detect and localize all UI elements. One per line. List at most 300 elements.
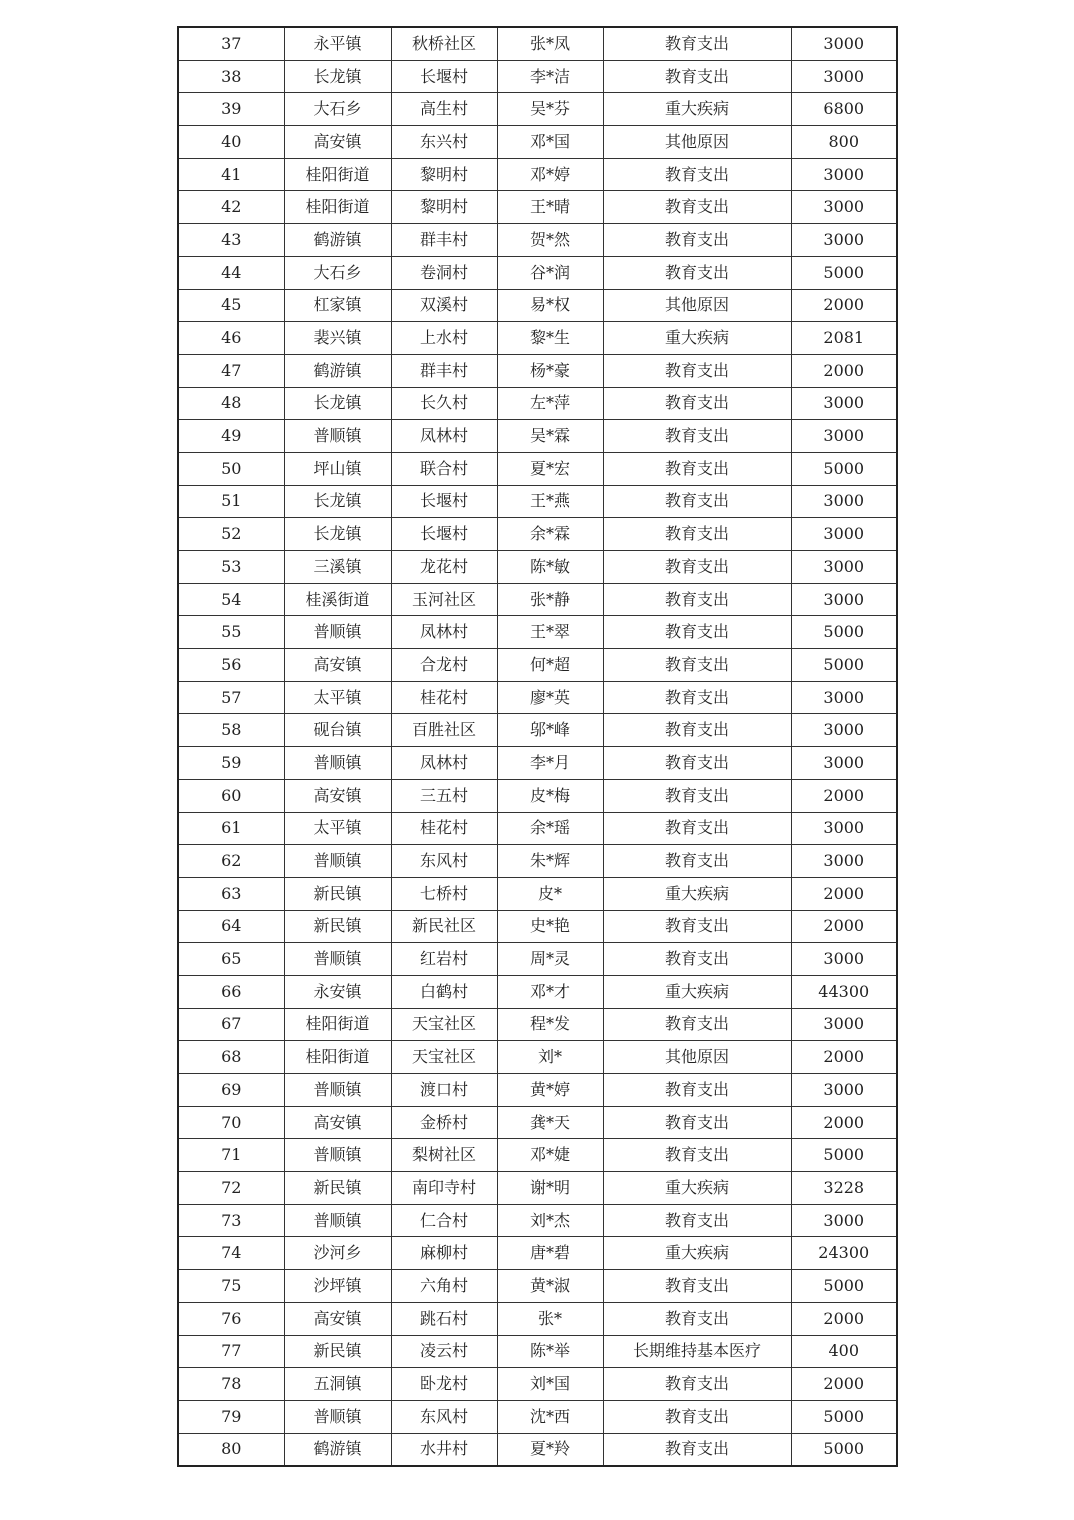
- row-number-cell: 71: [178, 1139, 284, 1172]
- village-cell: 长久村: [391, 387, 497, 420]
- table-row: [178, 27, 897, 60]
- amount-cell: 5000: [791, 1270, 897, 1303]
- town-cell: 桂阳街道: [284, 1008, 391, 1041]
- village-cell: 新民社区: [391, 910, 497, 943]
- row-number-cell: 65: [178, 943, 284, 976]
- row-number-cell: 57: [178, 681, 284, 714]
- table-row: [178, 126, 897, 159]
- name-cell: 龚*天: [497, 1106, 603, 1139]
- name-cell: 刘*杰: [497, 1204, 603, 1237]
- amount-cell: 5000: [791, 649, 897, 682]
- table-row: [178, 1270, 897, 1303]
- row-number-cell: 54: [178, 583, 284, 616]
- row-number-cell: 59: [178, 747, 284, 780]
- table-row: [178, 681, 897, 714]
- name-cell: 夏*羚: [497, 1433, 603, 1466]
- name-cell: 黄*淑: [497, 1270, 603, 1303]
- reason-cell: 教育支出: [603, 1106, 791, 1139]
- amount-cell: 3000: [791, 224, 897, 257]
- reason-cell: 教育支出: [603, 518, 791, 551]
- name-cell: 史*艳: [497, 910, 603, 943]
- amount-cell: 3000: [791, 387, 897, 420]
- village-cell: 群丰村: [391, 354, 497, 387]
- table-row: [178, 583, 897, 616]
- row-number-cell: 55: [178, 616, 284, 649]
- amount-cell: 3000: [791, 551, 897, 584]
- name-cell: 夏*宏: [497, 452, 603, 485]
- amount-cell: 5000: [791, 1400, 897, 1433]
- town-cell: 普顺镇: [284, 616, 391, 649]
- reason-cell: 教育支出: [603, 1368, 791, 1401]
- row-number-cell: 72: [178, 1172, 284, 1205]
- name-cell: 杨*豪: [497, 354, 603, 387]
- village-cell: 凌云村: [391, 1335, 497, 1368]
- table-row: [178, 910, 897, 943]
- village-cell: 六角村: [391, 1270, 497, 1303]
- reason-cell: 教育支出: [603, 649, 791, 682]
- amount-cell: 2000: [791, 289, 897, 322]
- village-cell: 跳石村: [391, 1302, 497, 1335]
- row-number-cell: 44: [178, 256, 284, 289]
- village-cell: 联合村: [391, 452, 497, 485]
- town-cell: 新民镇: [284, 910, 391, 943]
- amount-cell: 3228: [791, 1172, 897, 1205]
- amount-cell: 3000: [791, 191, 897, 224]
- row-number-cell: 78: [178, 1368, 284, 1401]
- reason-cell: 其他原因: [603, 1041, 791, 1074]
- reason-cell: 教育支出: [603, 387, 791, 420]
- village-cell: 梨树社区: [391, 1139, 497, 1172]
- town-cell: 五洞镇: [284, 1368, 391, 1401]
- name-cell: 王*翠: [497, 616, 603, 649]
- amount-cell: 5000: [791, 256, 897, 289]
- row-number-cell: 79: [178, 1400, 284, 1433]
- town-cell: 高安镇: [284, 1106, 391, 1139]
- village-cell: 长堰村: [391, 60, 497, 93]
- amount-cell: 2000: [791, 1368, 897, 1401]
- reason-cell: 其他原因: [603, 289, 791, 322]
- table-row: [178, 1139, 897, 1172]
- village-cell: 东风村: [391, 1400, 497, 1433]
- table-row: [178, 452, 897, 485]
- row-number-cell: 40: [178, 126, 284, 159]
- village-cell: 凤林村: [391, 747, 497, 780]
- amount-cell: 2081: [791, 322, 897, 355]
- reason-cell: 教育支出: [603, 191, 791, 224]
- town-cell: 杠家镇: [284, 289, 391, 322]
- village-cell: 仁合村: [391, 1204, 497, 1237]
- reason-cell: 教育支出: [603, 1400, 791, 1433]
- reason-cell: 重大疾病: [603, 93, 791, 126]
- amount-cell: 5000: [791, 1433, 897, 1466]
- town-cell: 普顺镇: [284, 1400, 391, 1433]
- village-cell: 天宝社区: [391, 1041, 497, 1074]
- reason-cell: 教育支出: [603, 779, 791, 812]
- assistance-table: [177, 26, 898, 1467]
- town-cell: 普顺镇: [284, 943, 391, 976]
- name-cell: 皮*梅: [497, 779, 603, 812]
- row-number-cell: 51: [178, 485, 284, 518]
- village-cell: 凤林村: [391, 420, 497, 453]
- table-row: [178, 420, 897, 453]
- village-cell: 合龙村: [391, 649, 497, 682]
- reason-cell: 教育支出: [603, 616, 791, 649]
- reason-cell: 教育支出: [603, 1204, 791, 1237]
- table-row: [178, 943, 897, 976]
- table-row: [178, 812, 897, 845]
- amount-cell: 3000: [791, 812, 897, 845]
- row-number-cell: 61: [178, 812, 284, 845]
- table-row: [178, 1302, 897, 1335]
- village-cell: 三五村: [391, 779, 497, 812]
- table-row: [178, 877, 897, 910]
- amount-cell: 6800: [791, 93, 897, 126]
- amount-cell: 2000: [791, 354, 897, 387]
- row-number-cell: 47: [178, 354, 284, 387]
- town-cell: 永安镇: [284, 975, 391, 1008]
- amount-cell: 3000: [791, 1204, 897, 1237]
- reason-cell: 教育支出: [603, 1008, 791, 1041]
- row-number-cell: 52: [178, 518, 284, 551]
- village-cell: 黎明村: [391, 191, 497, 224]
- village-cell: 桂花村: [391, 681, 497, 714]
- amount-cell: 3000: [791, 420, 897, 453]
- town-cell: 长龙镇: [284, 387, 391, 420]
- town-cell: 太平镇: [284, 681, 391, 714]
- name-cell: 李*洁: [497, 60, 603, 93]
- table-row: [178, 1400, 897, 1433]
- row-number-cell: 76: [178, 1302, 284, 1335]
- row-number-cell: 70: [178, 1106, 284, 1139]
- village-cell: 金桥村: [391, 1106, 497, 1139]
- table-row: [178, 485, 897, 518]
- town-cell: 普顺镇: [284, 420, 391, 453]
- town-cell: 桂阳街道: [284, 1041, 391, 1074]
- reason-cell: 教育支出: [603, 1139, 791, 1172]
- amount-cell: 3000: [791, 681, 897, 714]
- village-cell: 天宝社区: [391, 1008, 497, 1041]
- table-body: [178, 27, 897, 1466]
- table-row: [178, 845, 897, 878]
- reason-cell: 教育支出: [603, 1270, 791, 1303]
- row-number-cell: 64: [178, 910, 284, 943]
- table-row: [178, 289, 897, 322]
- town-cell: 长龙镇: [284, 60, 391, 93]
- table-row: [178, 158, 897, 191]
- village-cell: 南印寺村: [391, 1172, 497, 1205]
- name-cell: 王*晴: [497, 191, 603, 224]
- amount-cell: 3000: [791, 943, 897, 976]
- reason-cell: 教育支出: [603, 485, 791, 518]
- table-row: [178, 779, 897, 812]
- row-number-cell: 43: [178, 224, 284, 257]
- name-cell: 易*权: [497, 289, 603, 322]
- reason-cell: 教育支出: [603, 27, 791, 60]
- amount-cell: 3000: [791, 518, 897, 551]
- name-cell: 邓*婕: [497, 1139, 603, 1172]
- village-cell: 七桥村: [391, 877, 497, 910]
- town-cell: 普顺镇: [284, 845, 391, 878]
- reason-cell: 教育支出: [603, 583, 791, 616]
- village-cell: 龙花村: [391, 551, 497, 584]
- table-row: [178, 1008, 897, 1041]
- name-cell: 张*静: [497, 583, 603, 616]
- amount-cell: 800: [791, 126, 897, 159]
- amount-cell: 2000: [791, 779, 897, 812]
- name-cell: 余*霖: [497, 518, 603, 551]
- table-row: [178, 1172, 897, 1205]
- amount-cell: 3000: [791, 845, 897, 878]
- reason-cell: 教育支出: [603, 420, 791, 453]
- name-cell: 邓*婷: [497, 158, 603, 191]
- reason-cell: 其他原因: [603, 126, 791, 159]
- name-cell: 余*瑶: [497, 812, 603, 845]
- row-number-cell: 53: [178, 551, 284, 584]
- reason-cell: 教育支出: [603, 452, 791, 485]
- town-cell: 大石乡: [284, 93, 391, 126]
- village-cell: 玉河社区: [391, 583, 497, 616]
- amount-cell: 3000: [791, 158, 897, 191]
- row-number-cell: 63: [178, 877, 284, 910]
- reason-cell: 教育支出: [603, 158, 791, 191]
- name-cell: 周*灵: [497, 943, 603, 976]
- table-row: [178, 354, 897, 387]
- amount-cell: 5000: [791, 452, 897, 485]
- name-cell: 李*月: [497, 747, 603, 780]
- village-cell: 群丰村: [391, 224, 497, 257]
- amount-cell: 3000: [791, 1008, 897, 1041]
- name-cell: 朱*辉: [497, 845, 603, 878]
- table-row: [178, 1074, 897, 1107]
- table-row: [178, 60, 897, 93]
- row-number-cell: 49: [178, 420, 284, 453]
- village-cell: 麻柳村: [391, 1237, 497, 1270]
- reason-cell: 教育支出: [603, 60, 791, 93]
- row-number-cell: 80: [178, 1433, 284, 1466]
- row-number-cell: 46: [178, 322, 284, 355]
- town-cell: 裴兴镇: [284, 322, 391, 355]
- table-row: [178, 1335, 897, 1368]
- amount-cell: 3000: [791, 747, 897, 780]
- amount-cell: 2000: [791, 877, 897, 910]
- village-cell: 红岩村: [391, 943, 497, 976]
- row-number-cell: 50: [178, 452, 284, 485]
- village-cell: 渡口村: [391, 1074, 497, 1107]
- row-number-cell: 66: [178, 975, 284, 1008]
- village-cell: 凤林村: [391, 616, 497, 649]
- row-number-cell: 48: [178, 387, 284, 420]
- table-row: [178, 975, 897, 1008]
- name-cell: 邓*国: [497, 126, 603, 159]
- town-cell: 高安镇: [284, 649, 391, 682]
- table-row: [178, 256, 897, 289]
- name-cell: 程*发: [497, 1008, 603, 1041]
- village-cell: 白鹤村: [391, 975, 497, 1008]
- village-cell: 长堰村: [391, 485, 497, 518]
- reason-cell: 重大疾病: [603, 877, 791, 910]
- table-row: [178, 224, 897, 257]
- row-number-cell: 75: [178, 1270, 284, 1303]
- reason-cell: 教育支出: [603, 845, 791, 878]
- reason-cell: 教育支出: [603, 747, 791, 780]
- reason-cell: 教育支出: [603, 1074, 791, 1107]
- reason-cell: 教育支出: [603, 256, 791, 289]
- town-cell: 新民镇: [284, 877, 391, 910]
- table-row: [178, 1204, 897, 1237]
- reason-cell: 重大疾病: [603, 1172, 791, 1205]
- amount-cell: 3000: [791, 60, 897, 93]
- table-row: [178, 616, 897, 649]
- town-cell: 坪山镇: [284, 452, 391, 485]
- name-cell: 陈*敏: [497, 551, 603, 584]
- reason-cell: 重大疾病: [603, 322, 791, 355]
- reason-cell: 教育支出: [603, 681, 791, 714]
- reason-cell: 教育支出: [603, 910, 791, 943]
- row-number-cell: 68: [178, 1041, 284, 1074]
- table-row: [178, 1433, 897, 1466]
- town-cell: 普顺镇: [284, 1204, 391, 1237]
- row-number-cell: 39: [178, 93, 284, 126]
- amount-cell: 3000: [791, 485, 897, 518]
- name-cell: 邓*才: [497, 975, 603, 1008]
- row-number-cell: 58: [178, 714, 284, 747]
- town-cell: 长龙镇: [284, 518, 391, 551]
- town-cell: 高安镇: [284, 779, 391, 812]
- village-cell: 长堰村: [391, 518, 497, 551]
- table-row: [178, 387, 897, 420]
- town-cell: 高安镇: [284, 126, 391, 159]
- name-cell: 刘*: [497, 1041, 603, 1074]
- town-cell: 永平镇: [284, 27, 391, 60]
- reason-cell: 教育支出: [603, 224, 791, 257]
- town-cell: 新民镇: [284, 1172, 391, 1205]
- amount-cell: 24300: [791, 1237, 897, 1270]
- amount-cell: 400: [791, 1335, 897, 1368]
- town-cell: 普顺镇: [284, 1139, 391, 1172]
- name-cell: 黄*婷: [497, 1074, 603, 1107]
- row-number-cell: 37: [178, 27, 284, 60]
- name-cell: 张*凤: [497, 27, 603, 60]
- reason-cell: 重大疾病: [603, 1237, 791, 1270]
- village-cell: 百胜社区: [391, 714, 497, 747]
- reason-cell: 教育支出: [603, 943, 791, 976]
- village-cell: 黎明村: [391, 158, 497, 191]
- amount-cell: 5000: [791, 616, 897, 649]
- table-row: [178, 191, 897, 224]
- village-cell: 卧龙村: [391, 1368, 497, 1401]
- row-number-cell: 56: [178, 649, 284, 682]
- reason-cell: 教育支出: [603, 1433, 791, 1466]
- reason-cell: 教育支出: [603, 714, 791, 747]
- table-row: [178, 747, 897, 780]
- row-number-cell: 38: [178, 60, 284, 93]
- amount-cell: 3000: [791, 583, 897, 616]
- village-cell: 东风村: [391, 845, 497, 878]
- town-cell: 三溪镇: [284, 551, 391, 584]
- name-cell: 张*: [497, 1302, 603, 1335]
- reason-cell: 教育支出: [603, 354, 791, 387]
- name-cell: 刘*国: [497, 1368, 603, 1401]
- row-number-cell: 45: [178, 289, 284, 322]
- amount-cell: 5000: [791, 1139, 897, 1172]
- row-number-cell: 60: [178, 779, 284, 812]
- name-cell: 唐*碧: [497, 1237, 603, 1270]
- town-cell: 普顺镇: [284, 747, 391, 780]
- row-number-cell: 67: [178, 1008, 284, 1041]
- reason-cell: 教育支出: [603, 1302, 791, 1335]
- name-cell: 皮*: [497, 877, 603, 910]
- amount-cell: 2000: [791, 1302, 897, 1335]
- town-cell: 高安镇: [284, 1302, 391, 1335]
- village-cell: 双溪村: [391, 289, 497, 322]
- table-row: [178, 322, 897, 355]
- row-number-cell: 73: [178, 1204, 284, 1237]
- amount-cell: 2000: [791, 1106, 897, 1139]
- name-cell: 王*燕: [497, 485, 603, 518]
- row-number-cell: 41: [178, 158, 284, 191]
- table-row: [178, 649, 897, 682]
- town-cell: 新民镇: [284, 1335, 391, 1368]
- town-cell: 砚台镇: [284, 714, 391, 747]
- name-cell: 左*萍: [497, 387, 603, 420]
- town-cell: 大石乡: [284, 256, 391, 289]
- name-cell: 沈*西: [497, 1400, 603, 1433]
- row-number-cell: 62: [178, 845, 284, 878]
- town-cell: 普顺镇: [284, 1074, 391, 1107]
- amount-cell: 3000: [791, 714, 897, 747]
- reason-cell: 教育支出: [603, 812, 791, 845]
- row-number-cell: 74: [178, 1237, 284, 1270]
- town-cell: 鹤游镇: [284, 354, 391, 387]
- name-cell: 陈*举: [497, 1335, 603, 1368]
- town-cell: 长龙镇: [284, 485, 391, 518]
- village-cell: 东兴村: [391, 126, 497, 159]
- table-row: [178, 1106, 897, 1139]
- village-cell: 秋桥社区: [391, 27, 497, 60]
- name-cell: 吴*芬: [497, 93, 603, 126]
- reason-cell: 教育支出: [603, 551, 791, 584]
- town-cell: 桂阳街道: [284, 158, 391, 191]
- reason-cell: 长期维持基本医疗: [603, 1335, 791, 1368]
- row-number-cell: 77: [178, 1335, 284, 1368]
- amount-cell: 2000: [791, 1041, 897, 1074]
- name-cell: 谢*明: [497, 1172, 603, 1205]
- amount-cell: 44300: [791, 975, 897, 1008]
- amount-cell: 2000: [791, 910, 897, 943]
- name-cell: 邬*峰: [497, 714, 603, 747]
- village-cell: 高生村: [391, 93, 497, 126]
- table-row: [178, 1368, 897, 1401]
- row-number-cell: 42: [178, 191, 284, 224]
- name-cell: 谷*润: [497, 256, 603, 289]
- village-cell: 上水村: [391, 322, 497, 355]
- village-cell: 卷洞村: [391, 256, 497, 289]
- amount-cell: 3000: [791, 1074, 897, 1107]
- table-row: [178, 93, 897, 126]
- name-cell: 廖*英: [497, 681, 603, 714]
- reason-cell: 重大疾病: [603, 975, 791, 1008]
- name-cell: 黎*生: [497, 322, 603, 355]
- village-cell: 水井村: [391, 1433, 497, 1466]
- town-cell: 桂溪街道: [284, 583, 391, 616]
- town-cell: 沙河乡: [284, 1237, 391, 1270]
- row-number-cell: 69: [178, 1074, 284, 1107]
- table-row: [178, 714, 897, 747]
- town-cell: 太平镇: [284, 812, 391, 845]
- town-cell: 鹤游镇: [284, 224, 391, 257]
- amount-cell: 3000: [791, 27, 897, 60]
- name-cell: 贺*然: [497, 224, 603, 257]
